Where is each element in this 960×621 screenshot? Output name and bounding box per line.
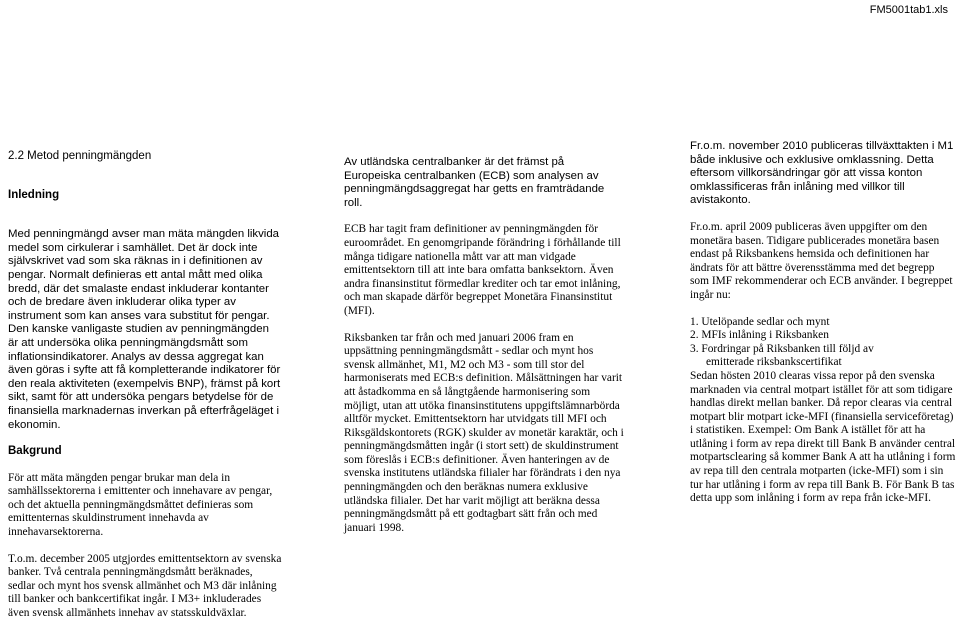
monetary-base-list	[690, 316, 956, 370]
list-item: 2. MFIs inlåning i Riksbanken	[690, 329, 829, 342]
repo-clearing-paragraph: Sedan hösten 2010 clearas vissa repor på den svenska marknaden via central motpart istället för att som tidigare handlas direkt mellan banker. Då repor clearas via central motpart blir motpart icke-MFI (finansiella serviceföretag) i statistiken. Exempel: Om Bank A istället för att ha utlåning i form av repa direkt till Bank B använder central motpartsclearing så kommer Bank A att ha utlåning i form av repa till den centrala motparten (icke-MFI) som i sin tur har utlåning i form av repa till Bank B. För Bank B tas detta upp som inlåning i form av repa från icke-MFI.	[690, 369, 956, 505]
heading-bakgrund: Bakgrund	[8, 445, 62, 458]
list-item: 1. Utelöpande sedlar och mynt	[690, 315, 830, 328]
ecb-intro-paragraph: Av utländska centralbanker är det främst på Europeiska centralbanken (ECB) som analysen av penningmängdsaggregat har getts en framträdande roll.	[344, 156, 605, 209]
column-right	[690, 140, 956, 506]
file-name: FM5001tab1.xls	[869, 4, 948, 16]
column-middle	[344, 156, 624, 535]
list-item: emitterade riksbankscertifikat	[706, 356, 842, 369]
column-left	[8, 150, 282, 621]
m1-paragraph: Fr.o.m. november 2010 publiceras tillväxttakten i M1 både inklusive och exklusive omklassning. Detta eftersom villkorsändringar gör att vissa konton omklassificeras från inlåning med villkor till avistakonto.	[690, 140, 954, 207]
bakgrund-paragraph-1: För att mäta mängden pengar brukar man dela in samhällssektorerna i emittenter och innehavare av pengar, och det aktuella penningmängdsmåttet definieras som emittenternas skuldinstrument innehavda av innehavarsektorerna.	[8, 471, 273, 539]
section-title: 2.2 Metod penningmängden	[8, 150, 152, 162]
list-item: 3. Fordringar på Riksbanken till följd av	[690, 342, 874, 355]
riksbanken-paragraph: Riksbanken tar från och med januari 2006 fram en uppsättning penningmängdsmått - sedlar och mynt hos svensk allmänhet, M1, M2 och M3 - som till stor del harmoniserats med ECB:s definition. Målsättningen har varit att åstadkomma en så långtgående harmonisering som möjligt, utan att utöka finansinstitutens uppgiftslämnarbörda alltför mycket. Emittentsektorn har utvidgats till MFI och Riksgäldskontorets (RGK) skulder av monetär karaktär, och i penningmängdsmåtten ingår (i stort sett) de skuldinstrument som föreslås i ECB:s definitioner. Även hanteringen av de svenska institutens utländska filialer har förändrats i den nya penningmängden och den beräknas numera exklusive utländska filialer. Det har varit möjligt att beräkna dessa penningmängdsmått på ett godtagbart sätt från och med januari 1998.	[344, 331, 624, 534]
monetary-base-paragraph: Fr.o.m. april 2009 publiceras även uppgifter om den monetära basen. Tidigare publicerades monetära basen endast på Riksbankens hemsida och definitionen har ändrats för att bättre överensstämma med det begrepp som IMF rekommenderar och ECB använder. I begreppet ingår nu:	[690, 220, 953, 301]
intro-paragraph: Med penningmängd avser man mäta mängden likvida medel som cirkulerar i samhället. Det är dock inte självskrivet vad som ska räknas in i definitionen av pengar. Normalt definieras ett antal mått med olika bredd, där det smalaste endast inkluderar kontanter och de bredare även inkluderar olika typer av instrument som kan anses vara substitut för pengar. Den kanske vanligaste studien av penningmängden är att undersöka olika penningmängdsmått som inflationsindikatorer. Analys av dessa aggregat kan även göras i syfte att få kompletterande indikatorer för den reala aktiviteten (exempelvis BNP), främst på kort sikt, samt för att undersöka pengars betydelse för de finansiella marknadernas inverkan på efterfrågeläget i ekonomin.	[8, 228, 281, 431]
bakgrund-paragraph-2: T.o.m. december 2005 utgjordes emittentsektorn av svenska banker. Två centrala penningmängdsmått beräknades, sedlar och mynt hos svensk allmänhet och M3 där inlåning till banker och bankcertifikat ingår. I M3+ inkluderades även svensk allmänhets innehav av statsskuldväxlar.	[8, 552, 282, 620]
ecb-definition-paragraph: ECB har tagit fram definitioner av penningmängden för euroområdet. En genomgripande förändring i förhållande till många tidigare nationella mått var att man vidgade emittentsektorn till att inte bara omfatta banksektorn. Även andra finansinstitut förmedlar krediter och tar emot inlåning, och man skapade därför begreppet Monetära Finansinstitut (MFI).	[344, 223, 621, 317]
subtitle-inledning: Inledning	[8, 188, 60, 201]
